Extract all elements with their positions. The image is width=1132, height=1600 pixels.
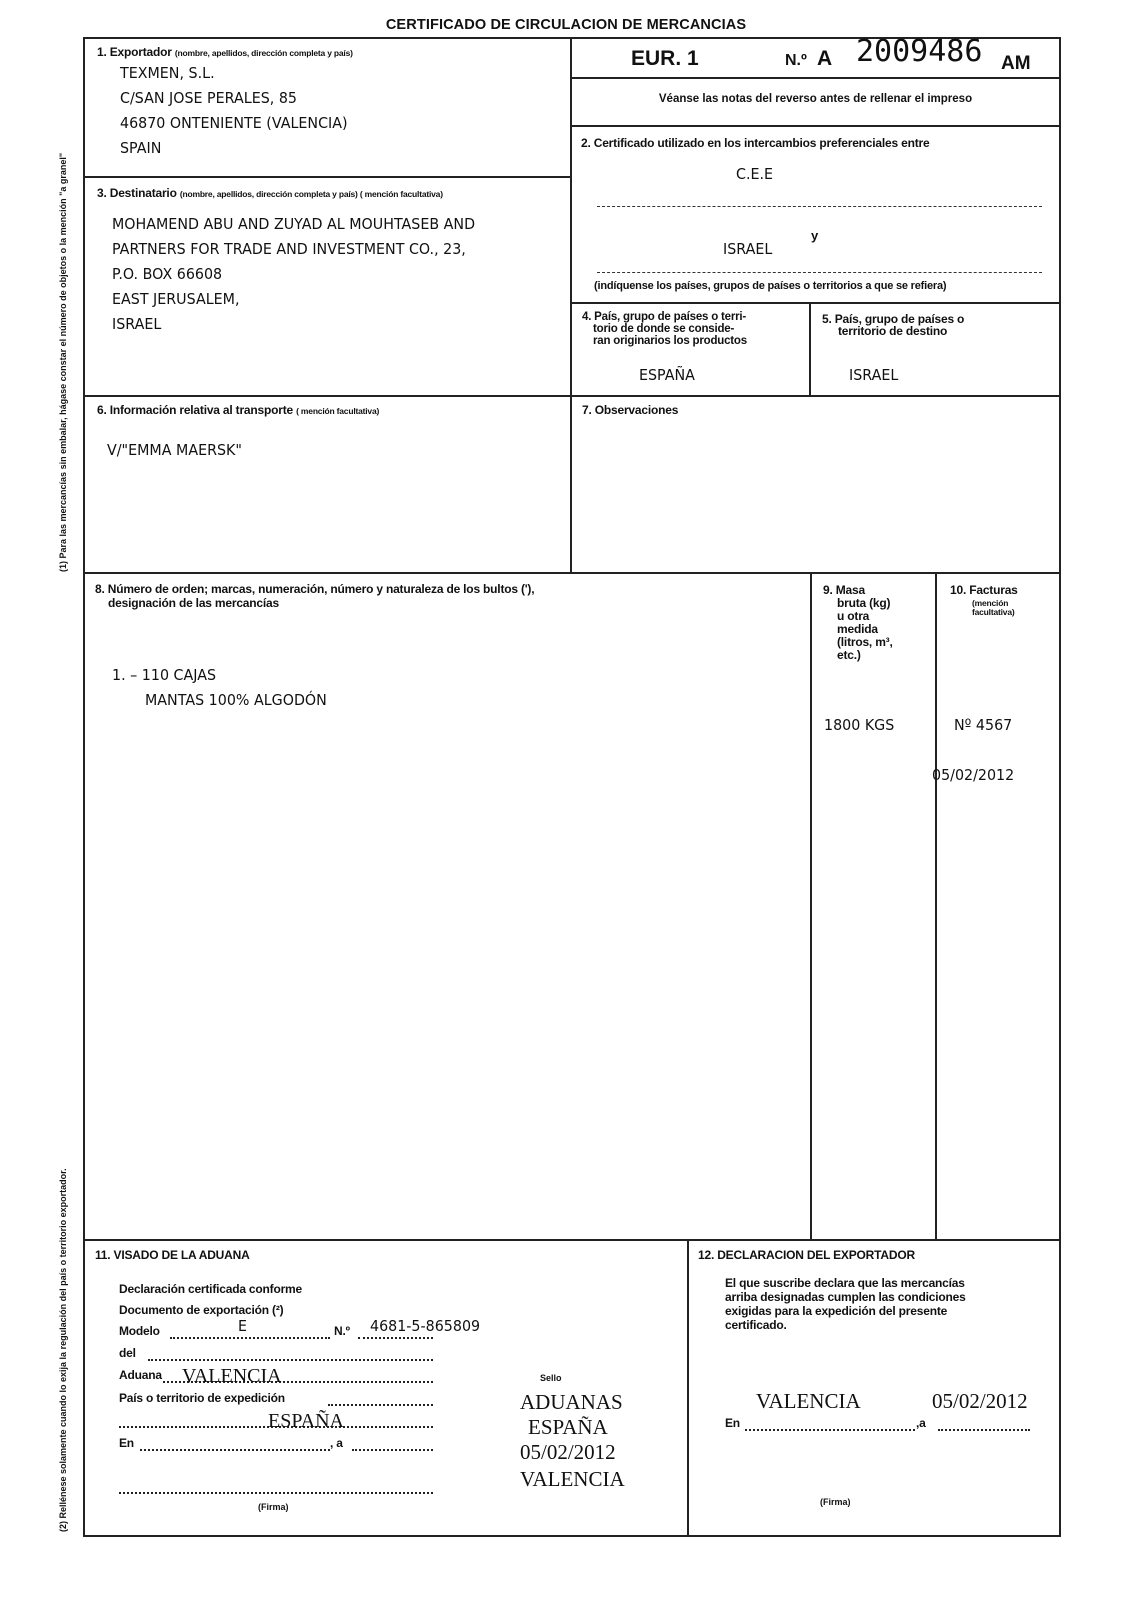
certified-text: Declaración certificada conforme xyxy=(119,1282,303,1296)
box-6-label: 6. Información relativa al transporte ( mención facultativa) xyxy=(97,403,380,417)
stamp-label: Sello xyxy=(540,1373,562,1383)
stamp-line: ESPAÑA xyxy=(528,1415,608,1439)
form-code: EUR. 1 xyxy=(631,47,699,70)
declaration-place-value: VALENCIA xyxy=(756,1389,861,1413)
signature-dotted-line xyxy=(119,1492,433,1494)
number-label: N.º xyxy=(785,52,807,69)
side-note-1: (1) Para las mercancías sin embalar, hágase constar el número de objetos o la mención "a granel" xyxy=(58,152,68,572)
declaration-place-label: En xyxy=(725,1416,740,1430)
declaration-place-dotted-line xyxy=(745,1429,915,1431)
doc-number-value: 4681-5-865809 xyxy=(370,1317,481,1335)
exporter-line: 46870 ONTENIENTE (VALENCIA) xyxy=(120,114,348,132)
date-dotted-line xyxy=(352,1449,433,1451)
box-1-label: 1. Exportador (nombre, apellidos, dirección completa y país) xyxy=(97,45,353,59)
serial-number: 2009486 xyxy=(856,34,983,69)
exporter-line: C/SAN JOSE PERALES, 85 xyxy=(120,89,297,107)
origin-country: ESPAÑA xyxy=(639,366,695,384)
invoice-date: 05/02/2012 xyxy=(932,766,1015,784)
box-2-dotted-line xyxy=(597,272,1042,273)
divider xyxy=(83,395,1061,397)
place-label: En xyxy=(119,1436,134,1450)
country-label: País o territorio de expedición xyxy=(119,1391,285,1405)
transport-info: V/"EMMA MAERSK" xyxy=(107,441,242,459)
box-2-party-2: ISRAEL xyxy=(723,240,773,258)
goods-item-description: MANTAS 100% ALGODÓN xyxy=(145,691,327,709)
consignee-line: PARTNERS FOR TRADE AND INVESTMENT CO., 23, xyxy=(112,240,466,258)
doc-number-label: N.º xyxy=(334,1324,350,1338)
declaration-date-value: 05/02/2012 xyxy=(932,1389,1028,1413)
reverse-notice: Véanse las notas del reverso antes de rellenar el impreso xyxy=(658,93,973,105)
place-dotted-line xyxy=(140,1449,330,1451)
box-2-hint: (indíquense los países, grupos de países o territorios a que se refiera) xyxy=(594,280,947,292)
box-11-label: 11. VISADO DE LA ADUANA xyxy=(95,1248,250,1262)
divider xyxy=(810,572,812,1240)
box-12-label: 12. DECLARACION DEL EXPORTADOR xyxy=(698,1248,915,1262)
box-2-dotted-line xyxy=(597,206,1042,207)
declaration-date-label: ,a xyxy=(916,1416,926,1430)
country-dotted-line xyxy=(328,1404,433,1406)
box-4-label: 4. País, grupo de países o terri- torio de donde se conside- ran originarios los productos xyxy=(582,311,747,347)
box-5-label: 5. País, grupo de países o territorio de destino xyxy=(822,312,965,338)
exporter-line: SPAIN xyxy=(120,139,162,157)
goods-item-packages: 1. – 110 CAJAS xyxy=(112,666,217,684)
signature-label: (Firma) xyxy=(258,1502,289,1512)
gross-mass: 1800 KGS xyxy=(824,716,895,734)
exporter-line: TEXMEN, S.L. xyxy=(120,64,215,82)
divider xyxy=(570,125,1061,127)
date-label: , a xyxy=(330,1436,343,1450)
divider xyxy=(83,176,572,178)
divider xyxy=(83,1239,1061,1241)
divider xyxy=(570,302,1061,304)
number-series: A xyxy=(817,47,833,70)
divider xyxy=(83,572,1061,574)
stamp-line: VALENCIA xyxy=(520,1467,625,1491)
box-10-label: 10. Facturas (mención facultativa) xyxy=(950,583,1018,617)
divider xyxy=(809,302,811,396)
declaration-signature-label: (Firma) xyxy=(820,1497,851,1507)
export-doc-text: Documento de exportación (²) xyxy=(119,1303,284,1317)
model-label: Modelo xyxy=(119,1324,160,1338)
divider xyxy=(935,572,937,1240)
box-2-connector: y xyxy=(811,228,819,243)
consignee-line: P.O. BOX 66608 xyxy=(112,265,223,283)
del-dotted-line xyxy=(148,1359,433,1361)
box-8-label: 8. Número de orden; marcas, numeración, número y naturaleza de los bultos ('), designación de las mercancías xyxy=(95,582,535,610)
box-2-label: 2. Certificado utilizado en los intercambios preferenciales entre xyxy=(581,136,930,150)
box-9-label: 9. Masa bruta (kg) u otra medida (litros, m³, etc.) xyxy=(823,583,893,662)
box-3-label: 3. Destinatario (nombre, apellidos, dirección completa y país) ( mención facultativa) xyxy=(97,186,443,200)
del-label: del xyxy=(119,1346,136,1360)
side-note-2: (2) Rellénese solamente cuando lo exija la regulación del país o territorio exportador. xyxy=(58,1168,68,1532)
form-title: CERTIFICADO DE CIRCULACION DE MERCANCIAS xyxy=(385,16,747,33)
stamp-line: 05/02/2012 xyxy=(520,1440,616,1464)
divider xyxy=(570,77,1061,79)
declaration-date-dotted-line xyxy=(938,1429,1030,1431)
stamp-line: ADUANAS xyxy=(520,1390,623,1414)
customs-label: Aduana xyxy=(119,1368,162,1382)
serial-suffix: AM xyxy=(1001,53,1031,74)
customs-value: VALENCIA xyxy=(182,1365,282,1387)
invoice-number: Nº 4567 xyxy=(954,716,1013,734)
consignee-line: MOHAMEND ABU AND ZUYAD AL MOUHTASEB AND xyxy=(112,215,476,233)
destination-country: ISRAEL xyxy=(849,366,899,384)
declaration-text: El que suscribe declara que las mercancías arriba designadas cumplen las condiciones exigidas para la expedición del presente certificado. xyxy=(725,1276,966,1332)
model-dotted-line xyxy=(170,1337,330,1339)
country-value: ESPAÑA xyxy=(268,1410,344,1432)
consignee-line: EAST JERUSALEM, xyxy=(112,290,240,308)
consignee-line: ISRAEL xyxy=(112,315,162,333)
model-value: E xyxy=(238,1317,248,1335)
divider xyxy=(570,37,572,574)
box-7-label: 7. Observaciones xyxy=(582,403,679,417)
divider xyxy=(687,1239,689,1537)
box-2-party-1: C.E.E xyxy=(736,165,774,183)
